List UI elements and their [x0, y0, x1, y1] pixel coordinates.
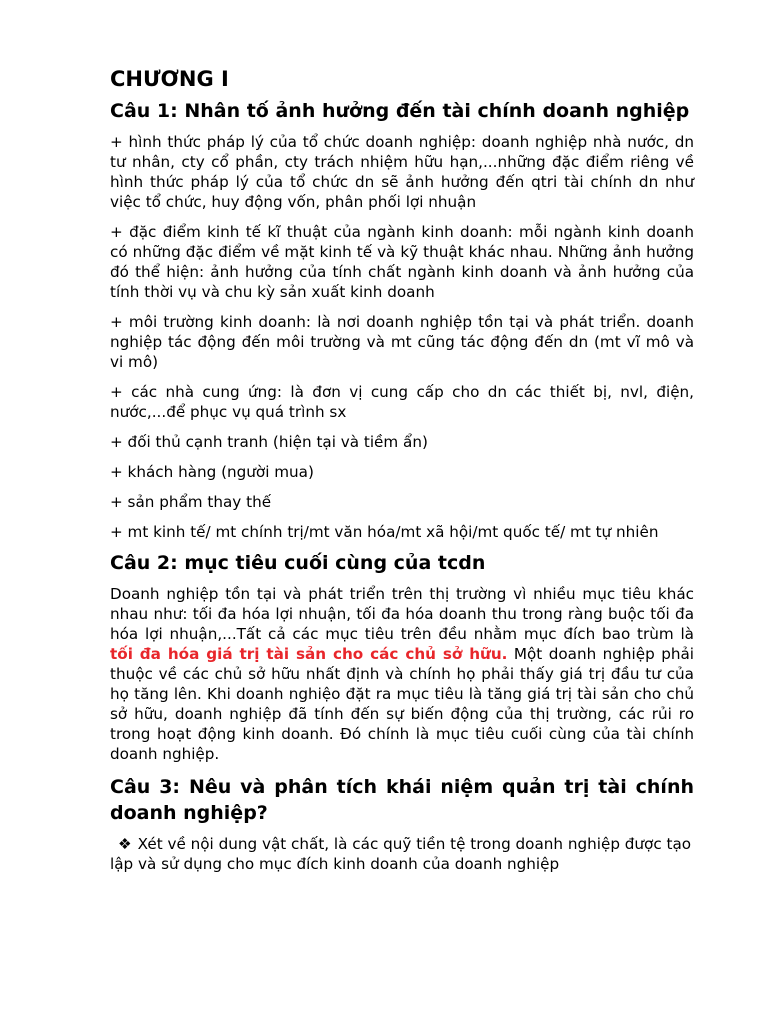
bullet-text: Xét về nội dung vật chất, là các quỹ tiền tệ trong doanh nghiệp được tạo lập và sử dụng cho mục đích kinh doanh của doanh nghiệp	[110, 835, 692, 873]
paragraph-text: Doanh nghiệp tồn tại và phát triển trên thị trường vì nhiều mục tiêu khác nhau như: tối đa hóa lợi nhuận, tối đa hóa doanh thu trong ràng buộc tối đa hóa lợi nhuận,...Tất cả các mục tiêu trên đều nhằm mục đích bao trùm là	[110, 585, 694, 643]
section-cau-2	[110, 550, 694, 764]
paragraph: + sản phẩm thay thế	[110, 493, 272, 511]
paragraph-text: Một doanh nghiệp phải thuộc về các chủ sở hữu nhất định và chính họ phải thấy giá trị đầu tư của họ tăng lên. Khi doanh nghiệo đặt ra mục tiêu là tăng giá trị tài sản cho chủ sở hữu, doanh nghiệp đã tính đến sự biến động của thị trường, các rủi ro trong hoạt động kinh doanh. Đó chính là mục tiêu cuối cùng của tài chính doanh nghiệp.	[110, 645, 694, 763]
section-heading: Câu 2: mục tiêu cuối cùng của tcdn	[110, 552, 486, 574]
paragraph: + mt kinh tế/ mt chính trị/mt văn hóa/mt xã hội/mt quốc tế/ mt tự nhiên	[110, 523, 659, 541]
section-heading: Câu 3: Nêu và phân tích khái niệm quản trị tài chính doanh nghiệp?	[110, 776, 694, 824]
paragraph: + hình thức pháp lý của tổ chức doanh nghiệp: doanh nghiệp nhà nước, dn tư nhân, cty cổ phần, cty trách nhiệm hữu hạn,...những đặc điểm riêng về hình thức pháp lý của tổ chức dn sẽ ảnh hưởng đến qtri tài chính dn như việc tổ chức, huy động vốn, phân phối lợi nhuận	[110, 133, 694, 211]
paragraph: + môi trường kinh doanh: là nơi doanh nghiệp tồn tại và phát triển. doanh nghiệp tác động đến môi trường và mt cũng tác động đến dn (mt vĩ mô và vi mô)	[110, 313, 694, 371]
paragraph	[110, 584, 694, 764]
section-heading: Câu 1: Nhân tố ảnh hưởng đến tài chính doanh nghiệp	[110, 100, 690, 122]
bullet-item	[110, 834, 694, 874]
paragraph: + đối thủ cạnh tranh (hiện tại và tiềm ẩn)	[110, 433, 428, 451]
section-cau-3	[110, 774, 694, 874]
paragraph: + các nhà cung ứng: là đơn vị cung cấp cho dn các thiết bị, nvl, điện, nước,...để phục vụ quá trình sx	[110, 383, 694, 421]
section-cau-1	[110, 98, 694, 542]
chapter-title: CHƯƠNG I	[110, 67, 229, 91]
emphasis-text: tối đa hóa giá trị tài sản cho các chủ sở hữu.	[110, 645, 508, 663]
paragraph: + đặc điểm kinh tế kĩ thuật của ngành kinh doanh: mỗi ngành kinh doanh có những đặc điểm về mặt kinh tế và kỹ thuật khác nhau. Những ảnh hưởng đó thể hiện: ảnh hưởng của tính chất ngành kinh doanh và ảnh hưởng của tính thời vụ và chu kỳ sản xuất kinh doanh	[110, 223, 694, 301]
paragraph: + khách hàng (người mua)	[110, 463, 314, 481]
diamond-bullet-icon: ❖	[118, 835, 132, 853]
